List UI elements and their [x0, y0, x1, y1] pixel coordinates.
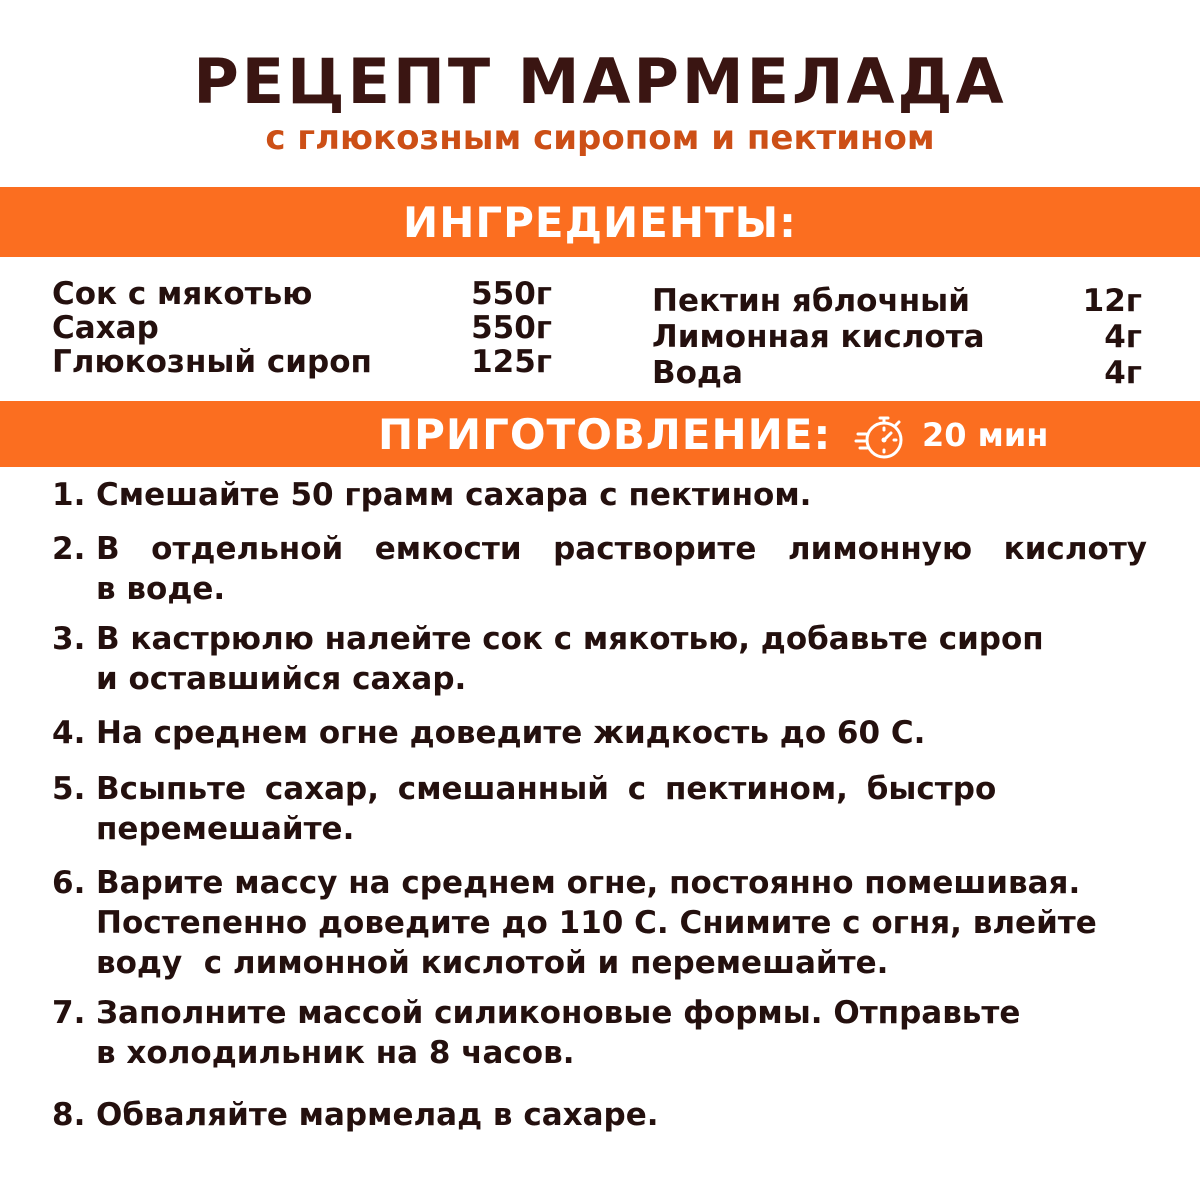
step-number: 3. — [52, 621, 86, 657]
step-item — [52, 619, 1147, 699]
ingredient-name: Глюкозный сироп — [52, 344, 372, 380]
ingredient-quantity: 125г — [471, 344, 552, 380]
step-text: Обваляйте мармелад в сахаре. — [96, 1097, 659, 1133]
ingredient-quantity: 550г — [471, 276, 552, 312]
step-item — [52, 1095, 1147, 1135]
step-item — [52, 769, 1147, 849]
ingredient-name: Пектин яблочный — [652, 283, 970, 319]
step-text: На среднем огне доведите жидкость до 60 С. — [96, 715, 926, 751]
ingredient-row — [52, 277, 552, 311]
ingredient-quantity: 12г — [1082, 283, 1142, 319]
ingredient-row — [652, 319, 1142, 355]
ingredients-heading: ИНГРЕДИЕНТЫ: — [403, 198, 797, 247]
step-text: в воде. — [96, 571, 226, 607]
preparation-heading: ПРИГОТОВЛЕНИЕ: — [378, 410, 832, 459]
ingredient-name: Сок с мякотью — [52, 276, 313, 312]
step-number: 2. — [52, 531, 86, 567]
recipe-title: РЕЦЕПТ МАРМЕЛАДА — [193, 45, 1007, 118]
step-item — [52, 993, 1147, 1073]
ingredient-row — [652, 355, 1142, 391]
recipe-subtitle: с глюкозным сиропом и пектином — [265, 118, 935, 158]
step-number: 6. — [52, 865, 86, 901]
step-number: 1. — [52, 477, 86, 513]
ingredient-name: Лимонная кислота — [652, 319, 985, 355]
step-text: В кастрюлю налейте сок с мякотью, добавьте сироп — [96, 621, 1044, 657]
step-text: воду с лимонной кислотой и перемешайте. — [96, 945, 889, 981]
ingredient-row — [52, 311, 552, 345]
step-text: и оставшийся сахар. — [96, 661, 467, 697]
step-number: 8. — [52, 1097, 86, 1133]
step-text: Заполните массой силиконовые формы. Отправьте — [96, 995, 1021, 1031]
preparation-time: 20 мин — [922, 416, 1049, 454]
step-number: 5. — [52, 771, 86, 807]
ingredient-name: Вода — [652, 355, 743, 391]
step-text: в холодильник на 8 часов. — [96, 1035, 575, 1071]
ingredient-quantity: 4г — [1104, 319, 1142, 355]
ingredient-quantity: 4г — [1104, 355, 1142, 391]
step-text: В отдельной емкости растворите лимонную кислоту — [96, 531, 1147, 567]
stopwatch-icon — [854, 410, 908, 464]
step-text: Всыпьте сахар, смешанный с пектином, быстро — [96, 771, 997, 807]
step-item — [52, 863, 1147, 983]
ingredients-right-column — [652, 283, 1142, 391]
ingredient-quantity: 550г — [471, 310, 552, 346]
step-text: перемешайте. — [96, 811, 355, 847]
step-item — [52, 475, 1147, 515]
step-item — [52, 529, 1147, 609]
step-number: 7. — [52, 995, 86, 1031]
step-text: Постепенно доведите до 110 С. Снимите с огня, влейте — [96, 905, 1097, 941]
step-number: 4. — [52, 715, 86, 751]
step-text: Варите массу на среднем огне, постоянно помешивая. — [96, 865, 1081, 901]
ingredient-name: Сахар — [52, 310, 159, 346]
steps-list — [52, 475, 1147, 1135]
preparation-banner — [0, 401, 1200, 467]
step-text: Смешайте 50 грамм сахара с пектином. — [96, 477, 812, 513]
ingredients-banner — [0, 187, 1200, 257]
ingredients-left-column — [52, 277, 552, 379]
step-item — [52, 713, 1147, 753]
ingredient-row — [52, 345, 552, 379]
ingredient-row — [652, 283, 1142, 319]
